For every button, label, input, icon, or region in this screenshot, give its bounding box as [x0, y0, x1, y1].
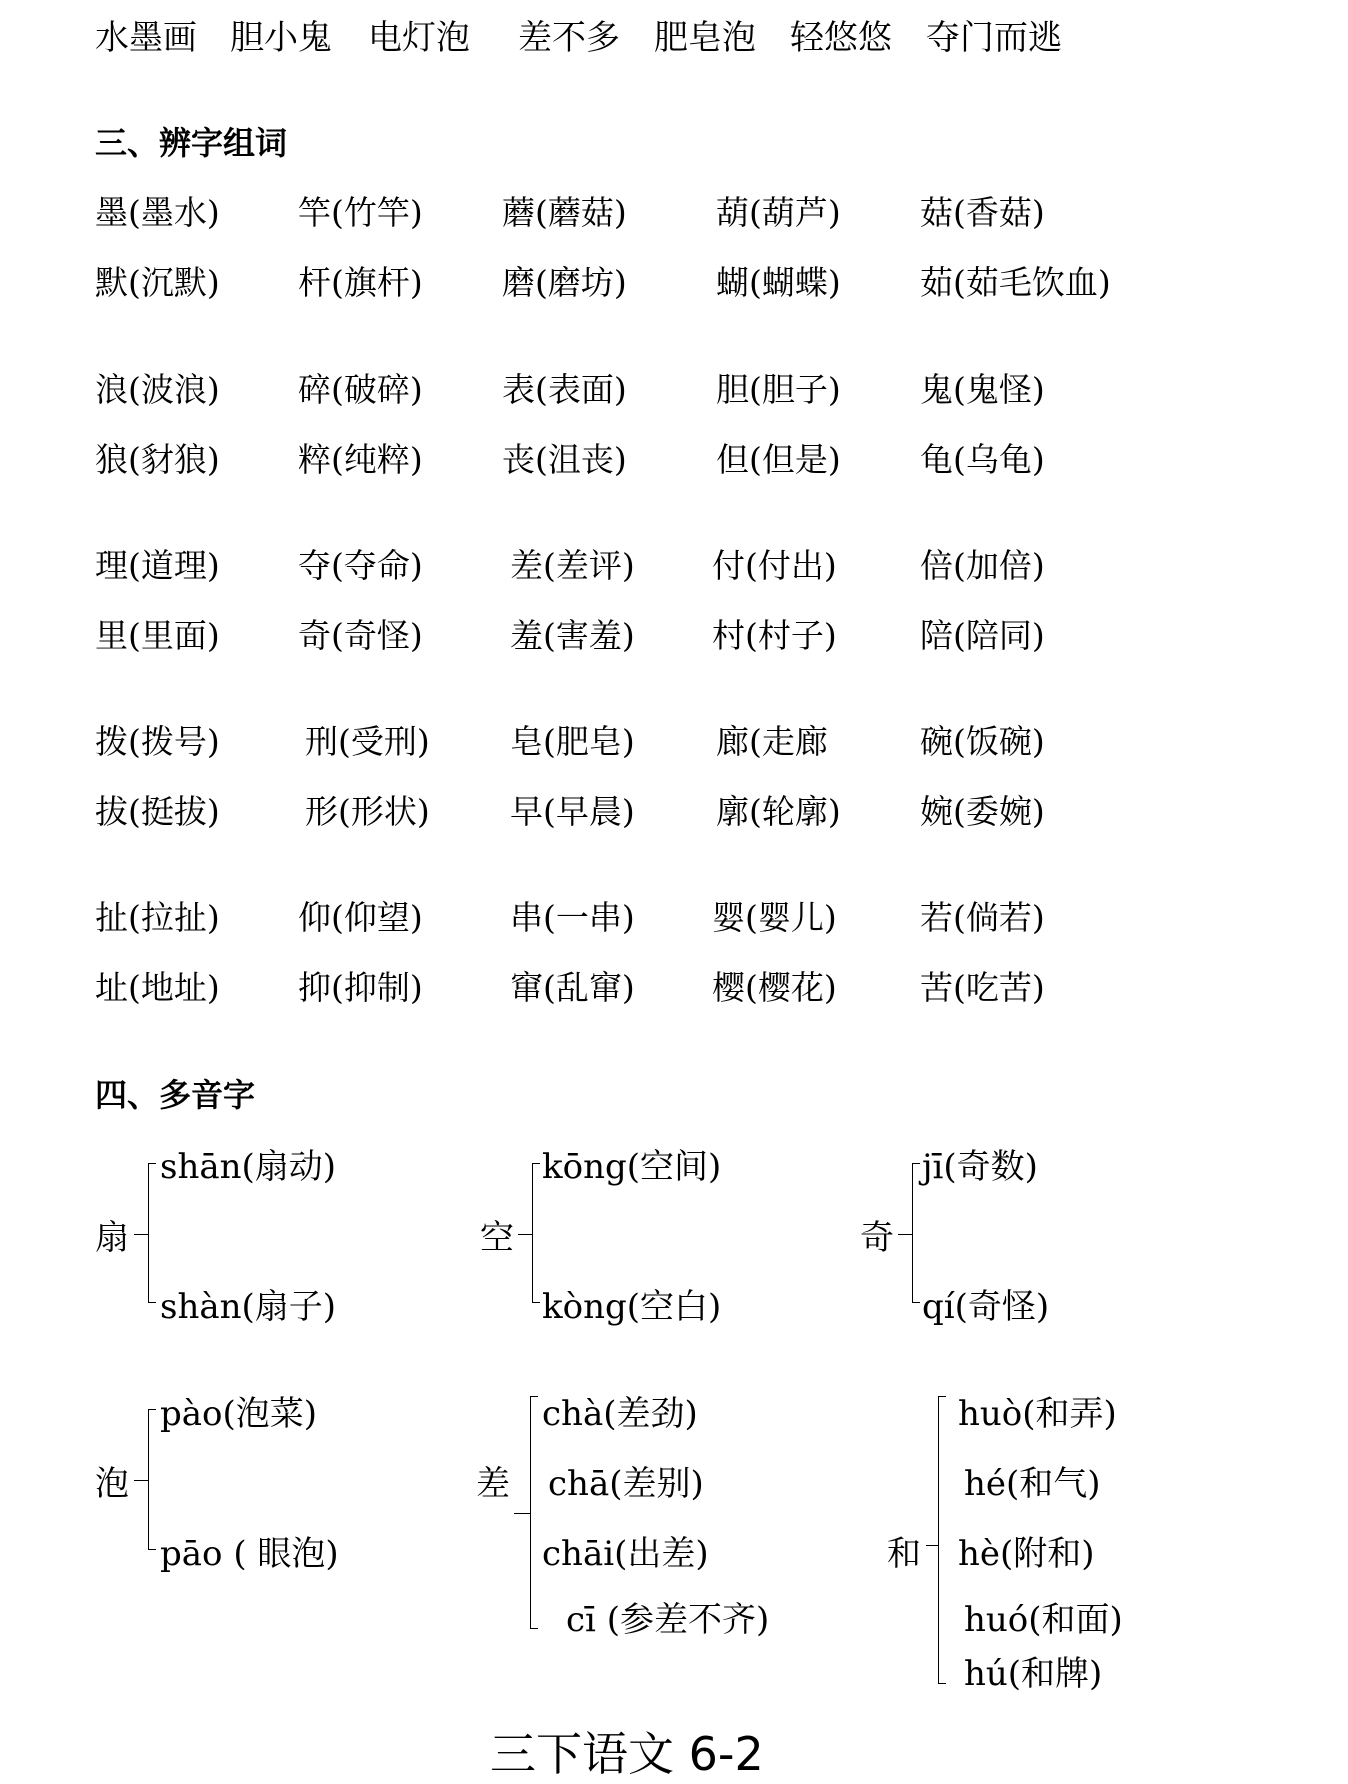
bracket-stem: [134, 1234, 148, 1235]
word-pair: 茹(茹毛饮血): [920, 263, 1111, 302]
bracket-tick: [912, 1302, 920, 1303]
bracket-line: [148, 1163, 149, 1302]
bracket-tick: [938, 1396, 946, 1397]
polyphone-char: 差: [476, 1464, 510, 1504]
vocab-word: 水墨画: [95, 18, 197, 58]
word-pair: 扯(拉扯): [95, 898, 220, 937]
word-pair: 里(里面): [95, 616, 220, 655]
reading: hé(和气): [964, 1464, 1101, 1504]
word-pair: 菇(香菇): [920, 193, 1045, 232]
bracket-tick: [148, 1409, 156, 1410]
reading: hè(附和): [958, 1534, 1095, 1574]
word-pair: 若(倘若): [920, 898, 1045, 937]
word-pair: 付(付出): [712, 546, 837, 585]
word-pair: 蝴(蝴蝶): [716, 263, 841, 302]
polyphone-char: 扇: [95, 1218, 129, 1258]
word-pair: 竿(竹竿): [298, 193, 423, 232]
word-pair: 拨(拨号): [95, 722, 220, 761]
bracket-line: [532, 1163, 533, 1302]
word-pair: 刑(受刑): [305, 722, 430, 761]
page-footer: 三下语文 6-2: [490, 1727, 764, 1781]
word-pair: 婴(婴儿): [712, 898, 837, 937]
reading: shān(扇动): [160, 1147, 337, 1187]
bracket-tick: [938, 1683, 946, 1684]
word-pair: 丧(沮丧): [502, 440, 627, 479]
word-pair: 墨(墨水): [95, 193, 220, 232]
word-pair: 倍(加倍): [920, 546, 1045, 585]
reading: huó(和面): [964, 1600, 1123, 1640]
word-pair: 羞(害羞): [510, 616, 635, 655]
reading: chāi(出差): [542, 1534, 709, 1574]
reading: huò(和弄): [958, 1394, 1117, 1434]
word-pair: 廓(轮廓): [716, 792, 841, 831]
word-pair: 村(村子): [712, 616, 837, 655]
bracket-tick: [530, 1396, 538, 1397]
reading: chà(差劲): [542, 1394, 698, 1434]
reading: pào(泡菜): [160, 1394, 318, 1434]
reading: hú(和牌): [964, 1654, 1103, 1694]
bracket-line: [938, 1396, 939, 1683]
word-pair: 鬼(鬼怪): [920, 370, 1045, 409]
bracket-tick: [912, 1163, 920, 1164]
word-pair: 苦(吃苦): [920, 968, 1045, 1007]
word-pair: 磨(磨坊): [502, 263, 627, 302]
word-pair: 奇(奇怪): [298, 616, 423, 655]
bracket-tick: [530, 1628, 538, 1629]
section-title: 四、多音字: [95, 1076, 256, 1114]
bracket-tick: [532, 1163, 540, 1164]
word-pair: 串(一串): [510, 898, 635, 937]
bracket-stem: [926, 1545, 938, 1546]
word-pair: 抑(抑制): [298, 968, 423, 1007]
word-pair: 廊(走廊: [716, 722, 828, 761]
word-pair: 表(表面): [502, 370, 627, 409]
word-pair: 陪(陪同): [920, 616, 1045, 655]
bracket-stem: [514, 1513, 530, 1514]
word-pair: 窜(乱窜): [510, 968, 635, 1007]
word-pair: 夺(夺命): [298, 546, 423, 585]
vocab-word: 肥皂泡: [654, 18, 756, 58]
word-pair: 皂(肥皂): [510, 722, 635, 761]
vocab-word: 夺门而逃: [926, 18, 1062, 58]
word-pair: 婉(委婉): [920, 792, 1045, 831]
bracket-stem: [518, 1234, 532, 1235]
word-pair: 蘑(蘑菇): [502, 193, 627, 232]
bracket-stem: [134, 1480, 148, 1481]
vocab-word: 轻悠悠: [790, 18, 892, 58]
word-pair: 默(沉默): [95, 263, 220, 302]
word-pair: 碗(饭碗): [920, 722, 1045, 761]
bracket-line: [148, 1409, 149, 1549]
word-pair: 仰(仰望): [298, 898, 423, 937]
vocab-word: 电灯泡: [368, 18, 470, 58]
word-pair: 拔(挺拔): [95, 792, 220, 831]
word-pair: 樱(樱花): [712, 968, 837, 1007]
bracket-line: [912, 1163, 913, 1302]
polyphone-char: 和: [887, 1534, 921, 1574]
word-pair: 早(早晨): [510, 792, 635, 831]
word-pair: 址(地址): [95, 968, 220, 1007]
word-pair: 粹(纯粹): [298, 440, 423, 479]
reading: shàn(扇子): [160, 1287, 337, 1327]
reading: qí(奇怪): [922, 1287, 1050, 1327]
word-pair: 杆(旗杆): [298, 263, 423, 302]
bracket-tick: [148, 1549, 156, 1550]
reading: kòng(空白): [542, 1287, 722, 1327]
word-pair: 龟(乌龟): [920, 440, 1045, 479]
word-pair: 但(但是): [716, 440, 841, 479]
vocab-word: 胆小鬼: [230, 18, 332, 58]
polyphone-char: 泡: [95, 1464, 129, 1504]
reading: jī(奇数): [922, 1147, 1038, 1187]
polyphone-char: 奇: [860, 1218, 894, 1258]
word-pair: 狼(豺狼): [95, 440, 220, 479]
word-pair: 形(形状): [305, 792, 430, 831]
vocab-word: 差不多: [518, 18, 620, 58]
reading: cī (参差不齐): [566, 1600, 770, 1640]
reading: kōng(空间): [542, 1147, 722, 1187]
bracket-tick: [532, 1302, 540, 1303]
bracket-line: [530, 1396, 531, 1628]
reading: chā(差别): [548, 1464, 704, 1504]
bracket-tick: [148, 1302, 156, 1303]
word-pair: 差(差评): [510, 546, 635, 585]
word-pair: 葫(葫芦): [716, 193, 841, 232]
section-title: 三、辨字组词: [95, 124, 288, 162]
reading: pāo ( 眼泡): [160, 1534, 339, 1574]
word-pair: 胆(胆子): [716, 370, 841, 409]
word-pair: 碎(破碎): [298, 370, 423, 409]
word-pair: 浪(波浪): [95, 370, 220, 409]
word-pair: 理(道理): [95, 546, 220, 585]
bracket-tick: [148, 1163, 156, 1164]
bracket-stem: [898, 1234, 912, 1235]
polyphone-char: 空: [480, 1218, 514, 1258]
